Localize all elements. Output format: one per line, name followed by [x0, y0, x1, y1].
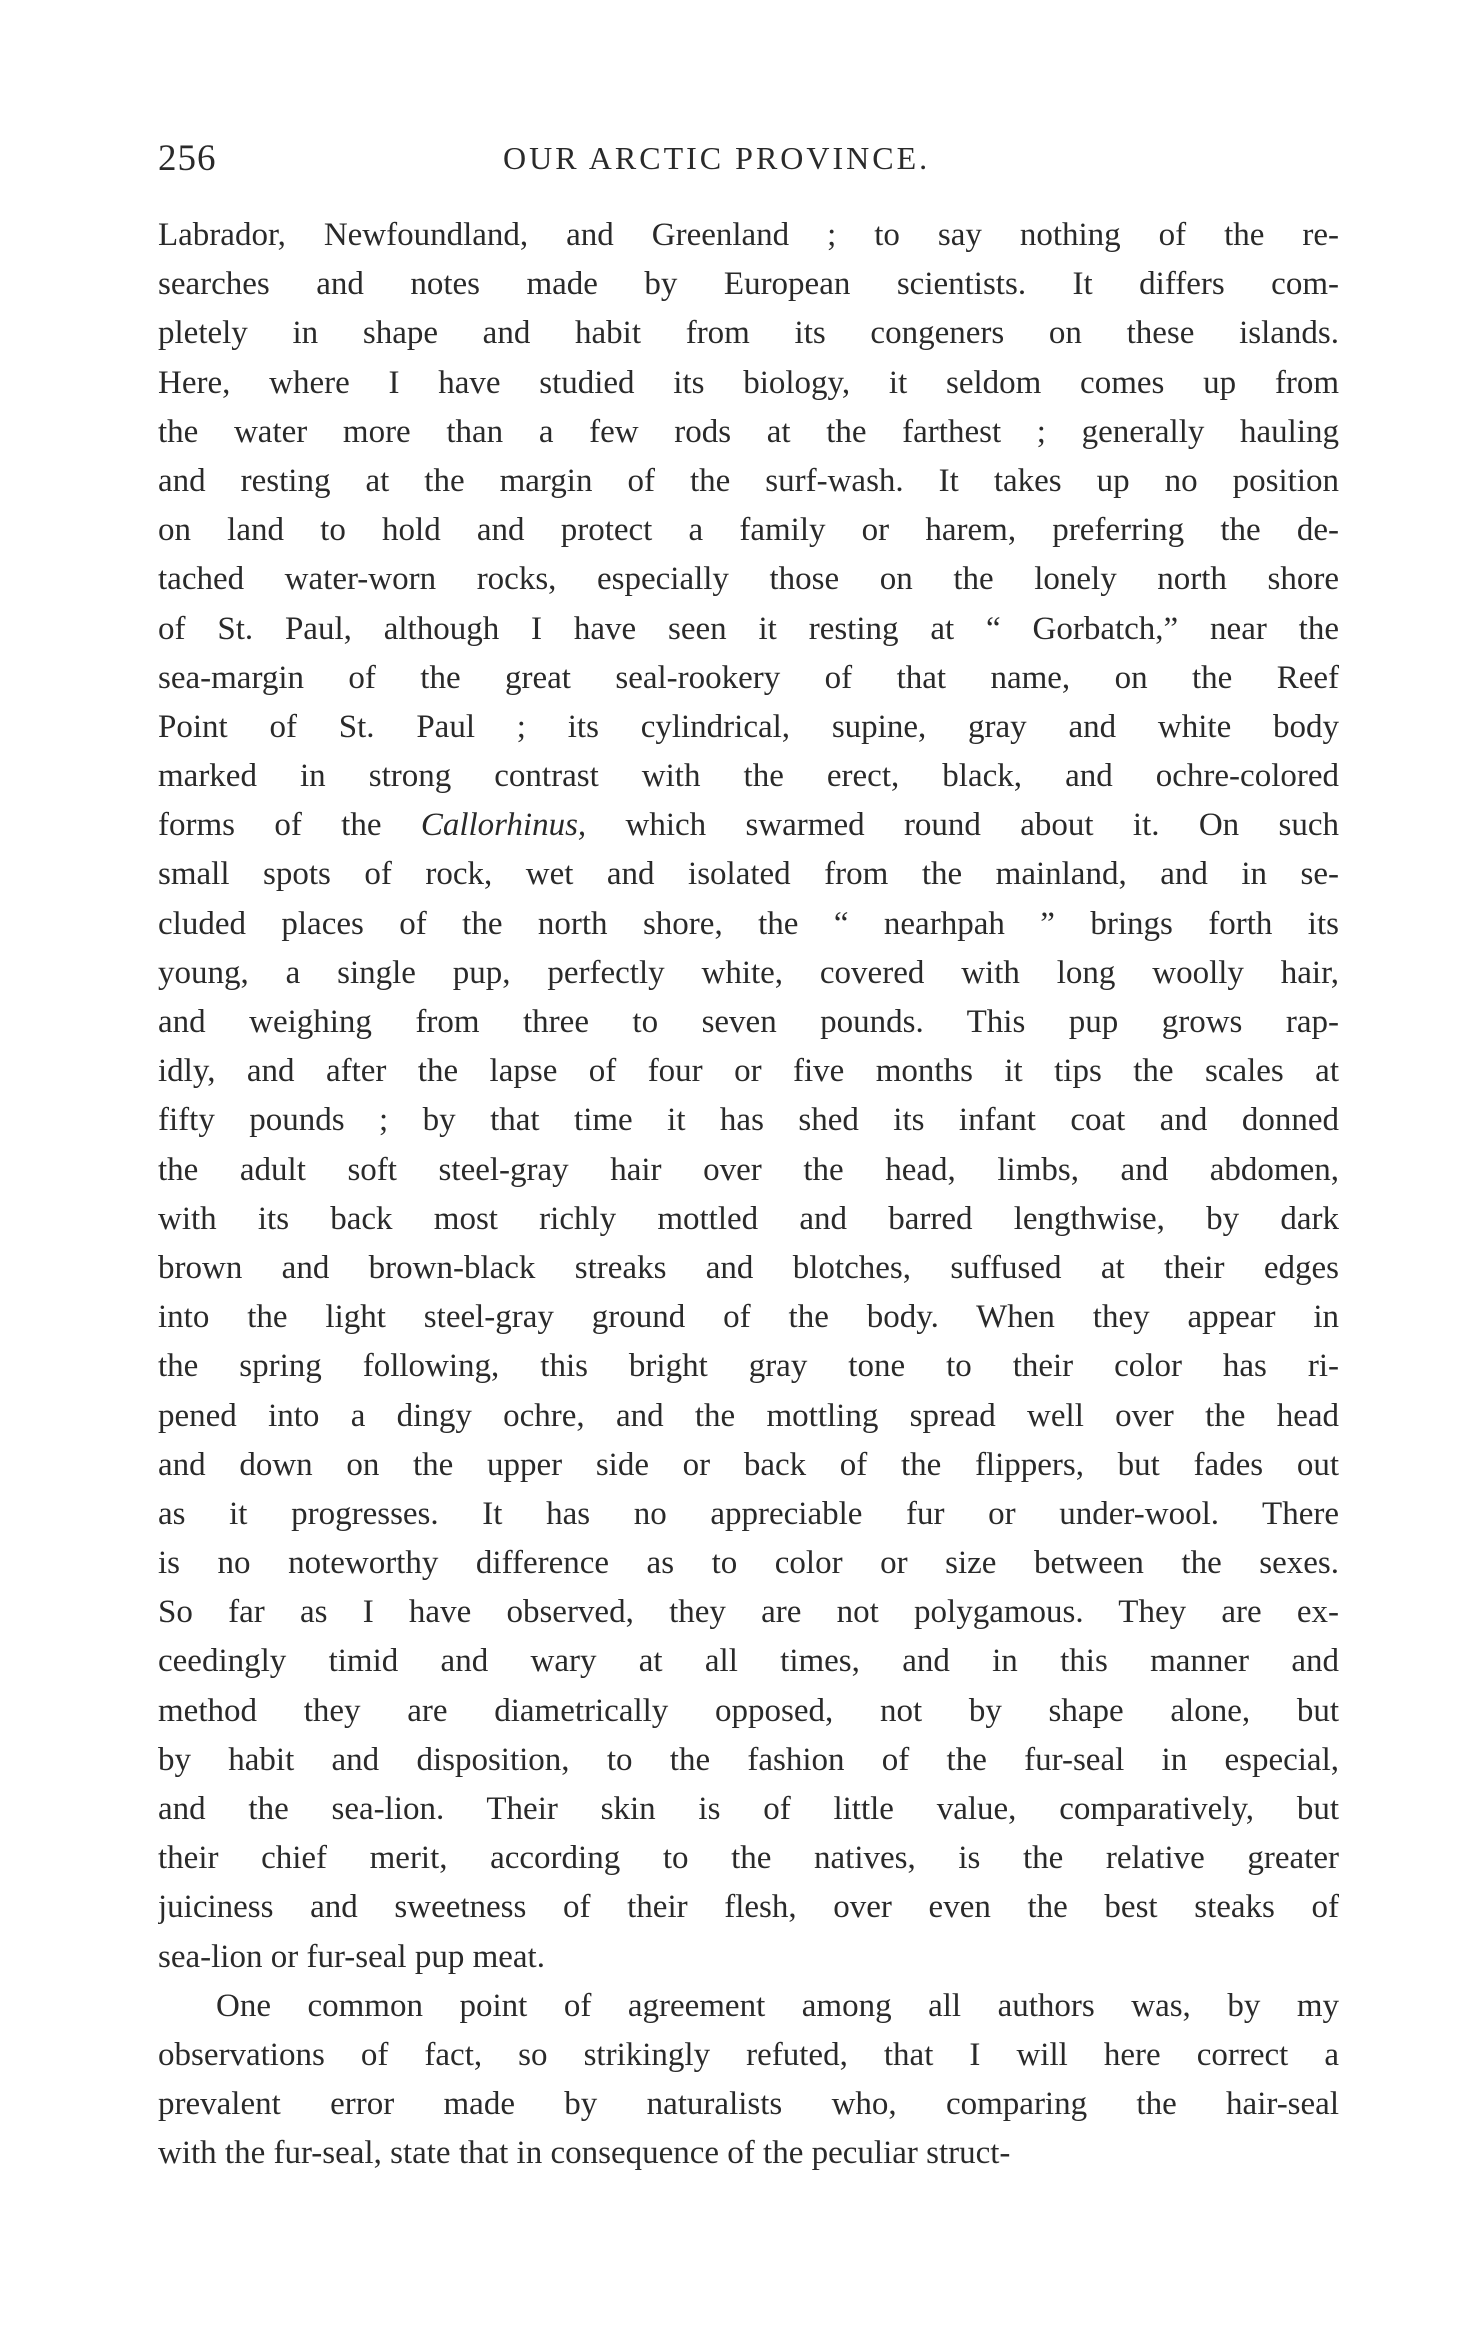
- text-line: of St. Paul, although I have seen it resting at “ Gorbatch,” near the: [158, 610, 1339, 647]
- text-line: by habit and disposition, to the fashion of the fur-seal in especial,: [158, 1741, 1339, 1778]
- text-line: young, a single pup, perfectly white, covered with long woolly hair,: [158, 954, 1339, 991]
- body-text: [158, 211, 1339, 2179]
- running-title: OUR ARCTIC PROVINCE.: [503, 140, 931, 176]
- text-line: prevalent error made by naturalists who, comparing the hair-seal: [158, 2086, 1339, 2123]
- text-line: One common point of agreement among all authors was, by my: [216, 1987, 1339, 2024]
- text-line: cluded places of the north shore, the “ nearhpah ” brings forth its: [158, 905, 1339, 942]
- text-line: and weighing from three to seven pounds. This pup grows rap-: [158, 1004, 1339, 1040]
- text-line: and down on the upper side or back of the flippers, but fades out: [158, 1446, 1339, 1483]
- text-line: the spring following, this bright gray tone to their color has ri-: [158, 1348, 1339, 1385]
- text-line: the adult soft steel-gray hair over the head, limbs, and abdomen,: [158, 1151, 1339, 1188]
- paragraph: [158, 1982, 1339, 2179]
- text-line: Here, where I have studied its biology, it seldom comes up from: [158, 364, 1339, 401]
- page-number: 256: [158, 138, 217, 179]
- text-line: on land to hold and protect a family or harem, preferring the de-: [158, 512, 1339, 549]
- text-line: [158, 801, 1339, 850]
- text-line: pened into a dingy ochre, and the mottling spread well over the head: [158, 1397, 1339, 1434]
- paragraph: [158, 211, 1339, 1982]
- page-header: [158, 137, 1358, 197]
- text-line: juiciness and sweetness of their flesh, over even the best steaks of: [158, 1889, 1339, 1926]
- text-line: the water more than a few rods at the farthest ; generally hauling: [158, 413, 1339, 450]
- text-line: with its back most richly mottled and barred lengthwise, by dark: [158, 1200, 1339, 1237]
- text-line: idly, and after the lapse of four or five months it tips the scales at: [158, 1053, 1339, 1090]
- text-segment: forms of the: [158, 807, 421, 844]
- text-line: and resting at the margin of the surf-wash. It takes up no position: [158, 462, 1339, 499]
- text-line: So far as I have observed, they are not polygamous. They are ex-: [158, 1594, 1339, 1631]
- text-line: searches and notes made by European scientists. It differs com-: [158, 266, 1339, 303]
- text-line: is no noteworthy difference as to color or size between the sexes.: [158, 1545, 1339, 1582]
- text-line: tached water-worn rocks, especially those on the lonely north shore: [158, 561, 1339, 598]
- text-line: and the sea-lion. Their skin is of little value, comparatively, but: [158, 1791, 1339, 1827]
- text-line: into the light steel-gray ground of the body. When they appear in: [158, 1299, 1339, 1336]
- text-line: Labrador, Newfoundland, and Greenland ; to say nothing of the re-: [158, 217, 1339, 253]
- text-line: ceedingly timid and wary at all times, and in this manner and: [158, 1643, 1339, 1680]
- text-line: small spots of rock, wet and isolated from the mainland, and in se-: [158, 856, 1339, 893]
- text-line: brown and brown-black streaks and blotches, suffused at their edges: [158, 1249, 1339, 1286]
- text-line: observations of fact, so strikingly refuted, that I will here correct a: [158, 2036, 1339, 2073]
- text-line: pletely in shape and habit from its congeners on these islands.: [158, 315, 1339, 352]
- text-line: their chief merit, according to the natives, is the relative greater: [158, 1840, 1339, 1877]
- text-line: sea-lion or fur-seal pup meat.: [158, 1938, 545, 1975]
- text-segment: which swarmed round about it. On such: [586, 807, 1339, 844]
- text-line: method they are diametrically opposed, not by shape alone, but: [158, 1692, 1339, 1729]
- text-line: with the fur-seal, state that in consequence of the peculiar struct-: [158, 2135, 1011, 2172]
- text-line: Point of St. Paul ; its cylindrical, supine, gray and white body: [158, 708, 1339, 745]
- text-line: marked in strong contrast with the erect, black, and ochre-colored: [158, 758, 1339, 795]
- italic-genus-name: Callorhinus,: [420, 807, 587, 844]
- text-line: sea-margin of the great seal-rookery of that name, on the Reef: [158, 659, 1339, 696]
- text-line: as it progresses. It has no appreciable fur or under-wool. There: [158, 1495, 1339, 1532]
- text-line: fifty pounds ; by that time it has shed its infant coat and donned: [158, 1102, 1339, 1139]
